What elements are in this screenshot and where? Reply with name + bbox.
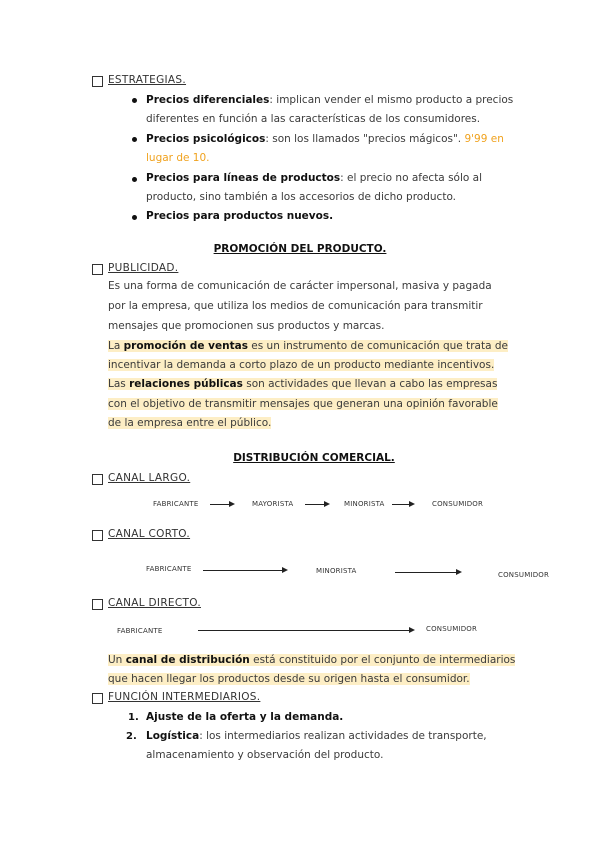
checkbox-canal-directo[interactable] — [92, 599, 103, 610]
node-fabricante: FABRICANTE — [153, 500, 199, 508]
arrow-head-icon — [409, 627, 415, 633]
node-minorista: MINORISTA — [344, 500, 385, 508]
bullet-icon — [132, 177, 137, 182]
paragraph-line — [108, 356, 494, 375]
list-item-precios-lineas — [146, 169, 482, 188]
section-heading-canal-largo: CANAL LARGO. — [108, 472, 191, 484]
text: La — [108, 340, 124, 352]
bullet-icon — [132, 137, 137, 142]
item-text: : son los llamados "precios mágicos". — [265, 133, 465, 145]
text: está constituido por el conjunto de intermediarios — [249, 654, 516, 666]
node-consumidor: CONSUMIDOR — [432, 500, 484, 508]
text: incentivar la demanda a corto plazo de un producto mediante incentivos. — [108, 359, 495, 371]
item-text-continuation: diferentes en función a las características de los consumidores. — [146, 113, 481, 125]
paragraph-line — [108, 414, 271, 433]
paragraph-line — [108, 395, 498, 414]
paragraph-line: mensajes que promocionen sus productos y marcas. — [108, 320, 385, 332]
text: que hacen llegar los productos desde su origen hasta el consumidor. — [108, 673, 470, 685]
item-title: Precios diferenciales — [146, 94, 270, 106]
item-text: : los intermediarios realizan actividades de transporte, — [199, 730, 487, 742]
node-mayorista: MAYORISTA — [252, 500, 294, 508]
text: es un instrumento de comunicación que trata de — [247, 340, 508, 352]
list-item-precios-nuevos: Precios para productos nuevos. — [146, 210, 334, 222]
checkbox-funcion-intermediarios[interactable] — [92, 693, 103, 704]
text: Las — [108, 378, 130, 390]
text: son actividades que llevan a cabo las empresas — [242, 378, 498, 390]
term-promocion-ventas: promoción de ventas — [123, 340, 248, 352]
node-fabricante: FABRICANTE — [146, 565, 192, 573]
section-heading-publicidad: PUBLICIDAD. — [108, 262, 179, 274]
list-item-logistica — [146, 727, 487, 746]
item-text: : implican vender el mismo producto a precios — [269, 94, 514, 106]
item-title: Precios psicológicos — [146, 133, 266, 145]
list-item-precios-diferenciales — [146, 91, 513, 110]
checkbox-canal-largo[interactable] — [92, 474, 103, 485]
arrow-connector — [305, 504, 325, 505]
paragraph-line — [108, 670, 470, 689]
section-title-promocion: PROMOCIÓN DEL PRODUCTO. — [213, 243, 387, 255]
section-title-distribucion: DISTRIBUCIÓN COMERCIAL. — [233, 452, 395, 464]
term-canal-distribucion: canal de distribución — [125, 654, 250, 666]
checkbox-estrategias[interactable] — [92, 76, 103, 87]
item-text: : el precio no afecta sólo al — [340, 172, 483, 184]
bullet-icon — [132, 215, 137, 220]
item-text-continuation: producto, sino también a los accesorios de dicho producto. — [146, 191, 457, 203]
section-heading-canal-corto: CANAL CORTO. — [108, 528, 191, 540]
list-item-precios-psicologicos — [146, 130, 504, 149]
list-item-ajuste-oferta: Ajuste de la oferta y la demanda. — [146, 711, 344, 723]
item-title: Logística — [146, 730, 200, 742]
item-title: Precios para líneas de productos — [146, 172, 341, 184]
node-minorista: MINORISTA — [316, 567, 357, 575]
section-heading-estrategias: ESTRATEGIAS. — [108, 74, 187, 86]
text: de la empresa entre el público. — [108, 417, 272, 429]
list-number: 2. — [126, 731, 137, 742]
node-fabricante: FABRICANTE — [117, 627, 163, 635]
item-text-continuation: almacenamiento y observación del producto. — [146, 749, 384, 761]
section-heading-canal-directo: CANAL DIRECTO. — [108, 597, 201, 609]
arrow-connector — [210, 504, 230, 505]
checkbox-canal-corto[interactable] — [92, 530, 103, 541]
arrow-connector — [203, 570, 283, 571]
paragraph-line: por la empresa, que utiliza los medios de comunicación para transmitir — [108, 300, 483, 312]
paragraph-canal-distribucion — [108, 651, 515, 670]
node-consumidor: CONSUMIDOR — [498, 571, 550, 579]
arrow-head-icon — [324, 501, 330, 507]
arrow-head-icon — [282, 567, 288, 573]
arrow-head-icon — [456, 569, 462, 575]
arrow-connector — [395, 572, 457, 573]
checkbox-publicidad[interactable] — [92, 264, 103, 275]
section-heading-funcion-intermediarios: FUNCIÓN INTERMEDIARIOS. — [108, 691, 261, 703]
node-consumidor: CONSUMIDOR — [426, 625, 478, 633]
paragraph-line: Es una forma de comunicación de carácter impersonal, masiva y pagada — [108, 280, 492, 292]
text: Un — [108, 654, 126, 666]
list-number: 1. — [128, 712, 139, 723]
paragraph-promocion-ventas — [108, 337, 508, 356]
item-example: 9'99 en — [464, 133, 504, 145]
item-example-continuation: lugar de 10. — [146, 152, 210, 164]
term-relaciones-publicas: relaciones públicas — [129, 378, 243, 390]
arrow-head-icon — [229, 501, 235, 507]
text: con el objetivo de transmitir mensajes que generan una opinión favorable — [108, 398, 498, 410]
paragraph-relaciones-publicas — [108, 375, 497, 394]
arrow-connector — [392, 504, 410, 505]
arrow-connector — [198, 630, 410, 631]
arrow-head-icon — [409, 501, 415, 507]
bullet-icon — [132, 98, 137, 103]
